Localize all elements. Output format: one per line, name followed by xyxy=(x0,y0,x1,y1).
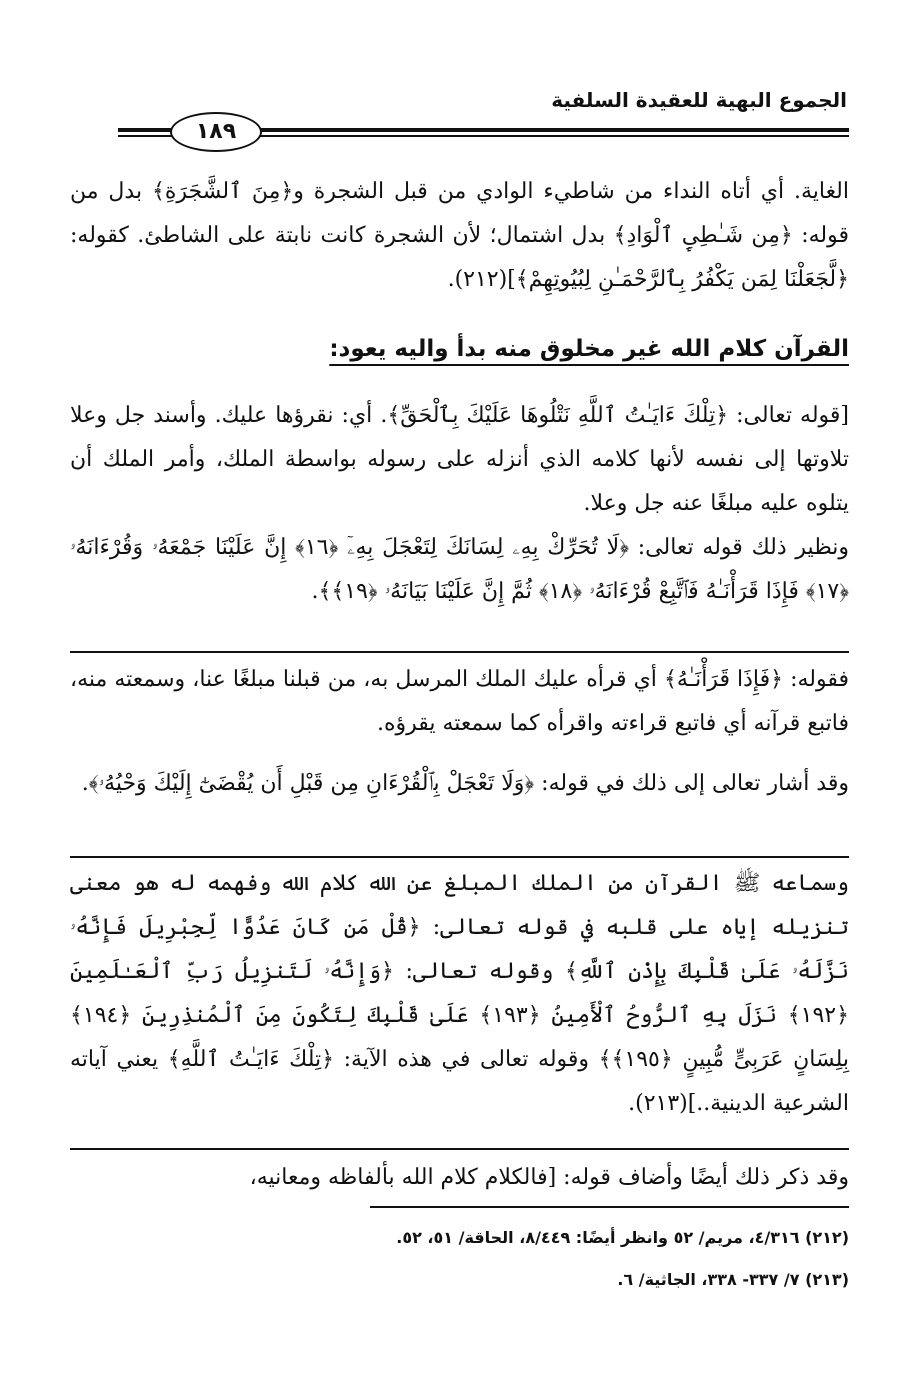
paragraph-2: [قوله تعالى: ﴿تِلْكَ ءَايَـٰتُ ٱللَّهِ نَتْلُوهَا عَلَيْكَ بِٱلْحَقِّ﴾. أي: نقرؤها عليك. وأسند جل وعلا تلاوتها إلى نفسه لأنها كلامه الذي أنزله على رسوله بواسطة الملك، وأمر الملك أن يتلوه عليه مبلغًا عنه جل وعلا. xyxy=(70,403,849,516)
running-header-title: الجموع البهية للعقيدة السلفية xyxy=(551,88,847,112)
separator-line xyxy=(70,1148,849,1150)
paragraph-1: الغاية. أي أتاه النداء من شاطيء الوادي من قبل الشجرة و﴿مِنَ ٱلشَّجَرَةِ﴾ بدل من قوله: ﴿مِن شَـٰطِىِٕ ٱلْوَادِ﴾ بدل اشتمال؛ لأن الشجرة كانت نابتة على الشاطئ. كقوله: ﴿لَّجَعَلْنَا لِمَن يَكْفُرُ بِٱلرَّحْمَـٰنِ لِبُيُوتِهِمْ﴾](٢١٢). xyxy=(70,179,849,292)
footnote-rule xyxy=(370,1206,849,1208)
separator-line xyxy=(70,651,849,653)
page-number: ١٨٩ xyxy=(170,112,262,152)
paragraph-7: وقد ذكر ذلك أيضًا وأضاف قوله: [فالكلام كلام الله بألفاظه ومعانيه، xyxy=(249,1165,849,1190)
separator-line xyxy=(70,856,849,858)
paragraph-5: وقد أشار تعالى إلى ذلك في قوله: ﴿وَلَا تَعْجَلْ بِٱلْقُرْءَانِ مِن قَبْلِ أَن يُقْضَىٰٓ إِلَيْكَ وَحْيُهُۥ﴾. xyxy=(81,771,849,796)
paragraph-3: ونظير ذلك قوله تعالى: ﴿لَا تُحَرِّكْ بِهِۦ لِسَانَكَ لِتَعْجَلَ بِهِۦٓ ﴿١٦﴾ إِنَّ عَلَيْنَا جَمْعَهُۥ وَقُرْءَانَهُۥ ﴿١٧﴾ فَإِذَا قَرَأْنَـٰهُ فَٱتَّبِعْ قُرْءَانَهُۥ ﴿١٨﴾ ثُمَّ إِنَّ عَلَيْنَا بَيَانَهُۥ ﴿١٩﴾﴾. xyxy=(70,535,849,604)
paragraph-4: فقوله: ﴿فَإِذَا قَرَأْنَـٰهُ﴾ أي قرأه عليك الملك المرسل به، من قبلنا مبلغًا عنا، وسمعته منه، فاتبع قرآنه أي فاتبع قراءته واقرأه كما سمعته يقرؤه. xyxy=(70,667,849,736)
section-heading: القرآن كلام الله غير مخلوق منه بدأ واليه يعود: xyxy=(329,336,849,362)
footnote-213: (٢١٣) ٧/ ٣٣٧- ٣٣٨، الجاثية/ ٦. xyxy=(617,1270,849,1289)
paragraph-6: وسماعه ﷺ القرآن من الملك المبلغ عن الله كلام الله وفهمه له هو معنى تنزيله إياه على قلبه في قوله تعالى: ﴿قُلْ مَن كَانَ عَدُوًّا لِّجِبْرِيلَ فَإِنَّهُۥ نَزَّلَهُۥ عَلَىٰ قَلْبِكَ بِإِذْنِ ٱللَّهِ﴾ وقوله تعالى: ﴿وَإِنَّهُۥ لَتَنزِيلُ رَبِّ ٱلْعَـٰلَمِينَ ﴿١٩٢﴾ نَزَلَ بِهِ ٱلرُّوحُ ٱلْأَمِينُ ﴿١٩٣﴾ عَلَىٰ قَلْبِكَ لِتَكُونَ مِنَ ٱلْمُنذِرِينَ ﴿١٩٤﴾ بِلِسَانٍ عَرَبِىٍّ مُّبِينٍ ﴿١٩٥﴾﴾ وقوله تعالى في هذه الآية: ﴿تِلْكَ ءَايَـٰتُ ٱللَّهِ﴾ يعني آياته الشرعية الدينية..](٢١٣). xyxy=(70,871,850,1116)
footnote-212: (٢١٢) ٤/٣١٦، مريم/ ٥٢ وانظر أيضًا: ٨/٤٤٩، الحاقة/ ٥١، ٥٢. xyxy=(396,1228,849,1247)
